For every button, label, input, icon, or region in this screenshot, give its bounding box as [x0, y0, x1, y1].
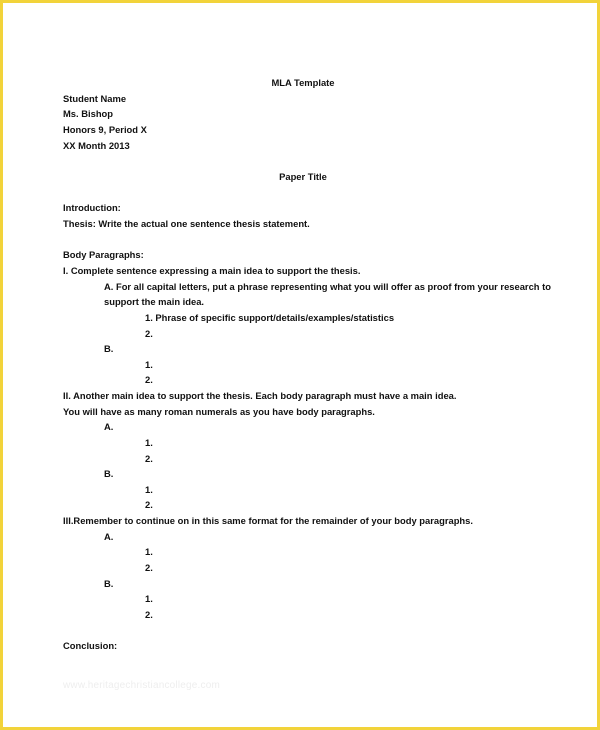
date-line: XX Month 2013 [63, 140, 130, 151]
student-name: Student Name [63, 93, 127, 104]
section-1-a-2: 2. [145, 328, 153, 339]
section-1-b-2: 2. [145, 374, 153, 385]
section-2-b-2: 2. [145, 499, 153, 510]
section-2-a: A. [104, 421, 114, 432]
body-paragraphs-label: Body Paragraphs: [63, 249, 144, 260]
section-1-b: B. [104, 343, 114, 354]
class-period: Honors 9, Period X [63, 124, 147, 135]
section-3-b-1: 1. [145, 593, 153, 604]
paper-title: Paper Title [279, 171, 327, 182]
section-1-a-1: 1. Phrase of specific support/details/examples/statistics [145, 312, 395, 323]
teacher-name: Ms. Bishop [63, 108, 114, 119]
section-3-a-2: 2. [145, 562, 153, 573]
section-1-a-line1: A. For all capital letters, put a phrase representing what you will offer as proof from your research to [104, 281, 551, 292]
introduction-label: Introduction: [63, 202, 121, 213]
section-2-main-line1: II. Another main idea to support the thesis. Each body paragraph must have a main idea. [63, 390, 457, 401]
watermark: www.heritagechristiancollege.com [63, 680, 221, 691]
section-1-b-1: 1. [145, 359, 153, 370]
section-2-b: B. [104, 468, 114, 479]
section-2-b-1: 1. [145, 484, 153, 495]
section-3-a-1: 1. [145, 546, 153, 557]
section-3-b-2: 2. [145, 609, 153, 620]
section-3-b: B. [104, 578, 114, 589]
section-1-main: I. Complete sentence expressing a main idea to support the thesis. [63, 265, 361, 276]
page-top-border [3, 0, 600, 3]
section-3-main: III.Remember to continue on in this same format for the remainder of your body paragraphs. [63, 515, 473, 526]
section-1-a-line2: support the main idea. [104, 296, 205, 307]
section-3-a: A. [104, 531, 114, 542]
section-2-a-1: 1. [145, 437, 153, 448]
section-2-main-line2: You will have as many roman numerals as you have body paragraphs. [63, 406, 375, 417]
conclusion-label: Conclusion: [63, 640, 118, 651]
document-title: MLA Template [271, 77, 335, 88]
thesis-line: Thesis: Write the actual one sentence thesis statement. [63, 218, 310, 229]
section-2-a-2: 2. [145, 453, 153, 464]
